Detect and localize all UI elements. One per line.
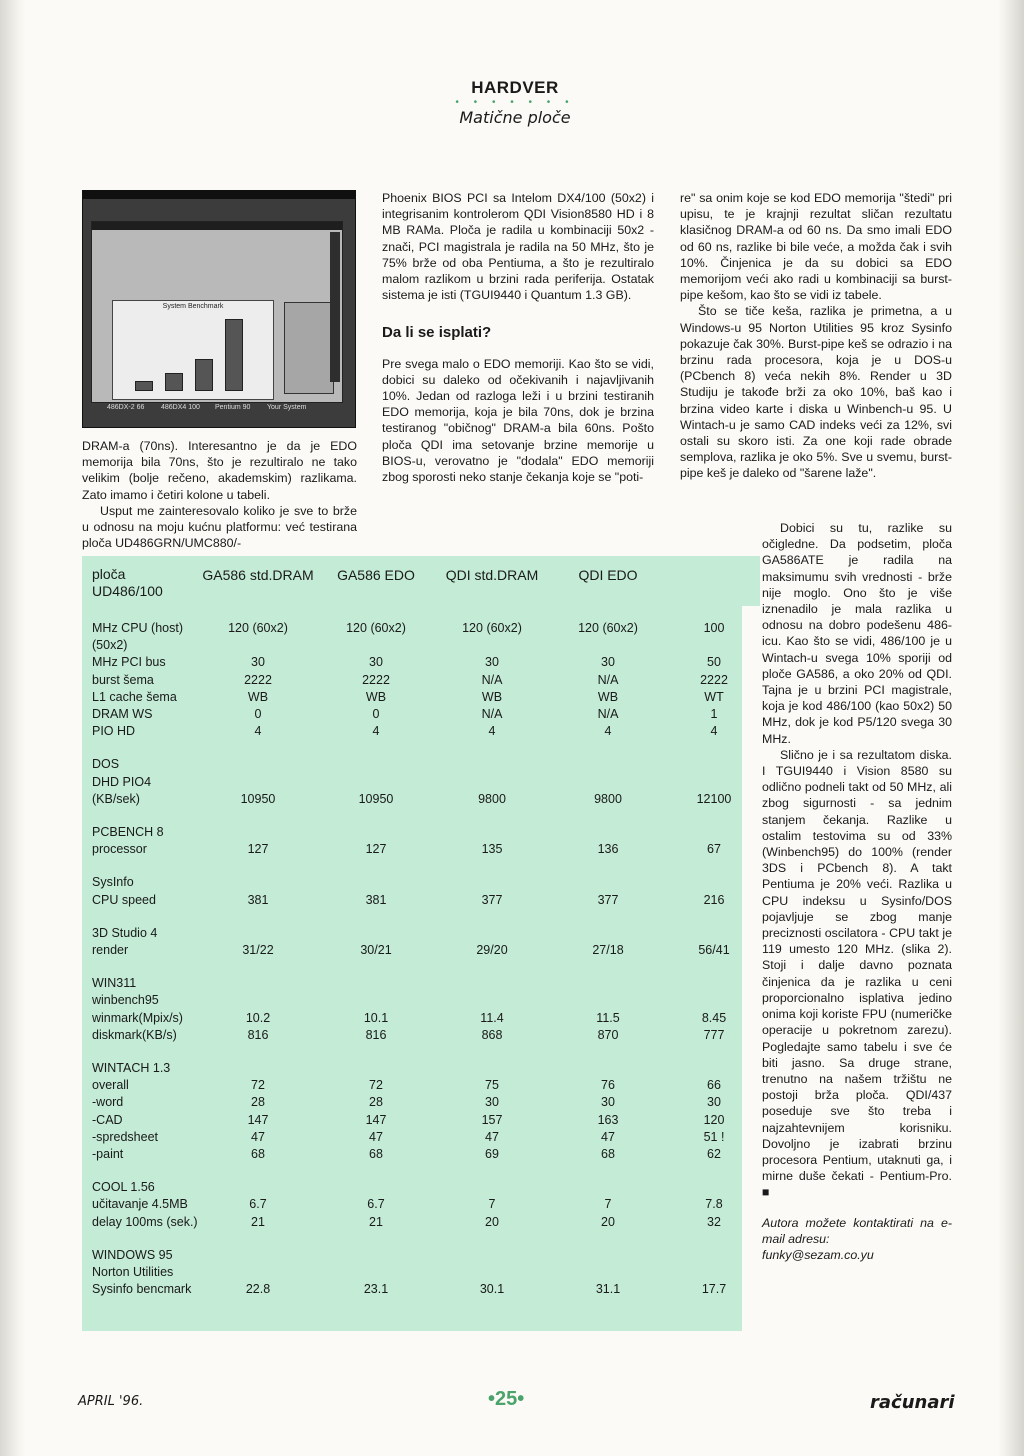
table-cell: 20 <box>485 1214 499 1229</box>
paragraph: Phoenix BIOS PCI sa Intelom DX4/100 (50x2) i integrisanim kontrolerom QDI Vision8580 HD i 8 MB RAMa. Ploča je radila u kombinaciji 50x2 - znači, PCI magistrala je radila na 50 MHz, što je 75% brže od oba Pentiuma, a što je rezultiralo malom razlikom u brzini rada periferija. Ostatak sistema je isti (TGUI9440 i Quantum 1.3 GB). <box>382 191 654 303</box>
section-header <box>440 78 590 127</box>
table-cell: WT <box>704 689 724 704</box>
table-cell: 7 <box>488 1197 496 1212</box>
table-cell: 870 <box>597 1027 619 1042</box>
screenshot-chart <box>112 300 274 400</box>
magazine-logo: računari <box>870 1392 955 1413</box>
table-row-label: overall <box>92 1078 129 1093</box>
table-row-label: MHz PCI bus <box>92 655 166 670</box>
table-cell: 0 <box>254 707 262 721</box>
table-row-label: delay 100ms (sek.) <box>92 1214 198 1229</box>
table-cell: 147 <box>365 1112 387 1127</box>
screenshot-window-bar <box>92 222 342 230</box>
table-cell: 31/22 <box>242 943 274 957</box>
table-cell: 22.8 <box>245 1282 271 1297</box>
table-row-label: -spredsheet <box>92 1129 159 1144</box>
table-row-label: (50x2) <box>92 638 128 653</box>
table-cell: 377 <box>597 892 619 907</box>
table-cell: 30 <box>251 655 265 670</box>
column-1 <box>82 438 357 551</box>
paragraph: re" sa onim koje se kod EDO memorija "štedi" pri upisu, te je krajnji rezultat sličan rezultatu klasičnog DRAM-a od 60 ns. Da smo imali EDO od 60 ns, razlike bi bile veće, a možda čak i svih 10%. Činjenica je da su dobici sa EDO memorijom veći ako radi u kombinaciji sa burst-pipe kešom, kao što se vidi iz tabele. <box>680 191 952 303</box>
table-cell: WB <box>247 689 269 704</box>
table-row-label: CPU speed <box>92 892 156 907</box>
table-cell: 29/20 <box>476 943 508 957</box>
table-cell: N/A <box>597 707 619 721</box>
table-cell: 68 <box>369 1147 383 1161</box>
table-cell: 30/21 <box>360 943 392 957</box>
table-cell: 7.8 <box>705 1197 723 1212</box>
table-cell: 10950 <box>358 791 394 806</box>
table-header-cell: QDI std.DRAM <box>445 567 539 583</box>
benchmark-screenshot <box>82 190 356 428</box>
section-subtitle: Matične ploče <box>459 108 571 127</box>
table-cell: 68 <box>251 1147 265 1161</box>
table-header-cell: ploča <box>92 566 126 582</box>
table-group-title: COOL 1.56 <box>92 1180 155 1195</box>
table-row-label: diskmark(KB/s) <box>92 1027 177 1042</box>
table-cell: 1 <box>710 707 718 721</box>
page-edge-shadow <box>998 0 1024 1456</box>
table-cell: 72 <box>251 1078 265 1093</box>
table-cell: 4 <box>604 724 612 739</box>
table-cell: 30 <box>601 655 615 670</box>
table-cell: 69 <box>485 1147 499 1161</box>
screenshot-bar <box>195 359 213 391</box>
table-cell: 4 <box>710 724 718 739</box>
paragraph: Usput me zainteresovalo koliko je sve to brže u odnosu na moju kućnu platformu: već testirana ploča UD486GRN/UMC880/- <box>82 503 357 551</box>
table-cell: 120 (60x2) <box>578 621 638 635</box>
screenshot-chart-title: System Benchmark <box>162 303 224 310</box>
table-cell: 816 <box>365 1027 387 1042</box>
paragraph: DRAM-a (70ns). Interesantno je da je EDO memorija bila 70ns, što je rezultiralo ne tako velikim (bolje rečeno, akademskim) razlikama. Zato imamo i četiri kolone u tabeli. <box>82 439 357 502</box>
table-cell: 47 <box>251 1129 265 1144</box>
table-cell: 30 <box>369 655 383 670</box>
table-cell: 47 <box>485 1129 499 1144</box>
table-cell: 2222 <box>362 672 390 687</box>
table-cell: 127 <box>365 842 387 857</box>
table-header-cell: GA586 EDO <box>337 567 415 583</box>
table-cell: 30 <box>485 655 499 670</box>
table-cell: WB <box>481 689 503 704</box>
table-cell: 11.5 <box>596 1010 620 1025</box>
table-row-label: MHz CPU (host) <box>92 621 183 635</box>
table-cell: 163 <box>597 1112 619 1127</box>
table-cell: 21 <box>369 1214 383 1229</box>
table-cell: 66 <box>707 1078 721 1093</box>
table-cell: 23.1 <box>363 1282 389 1297</box>
table-cell: 4 <box>372 724 380 739</box>
table-cell: WB <box>365 689 387 704</box>
screenshot-bar <box>165 373 183 391</box>
section-title: HARDVER <box>471 78 559 97</box>
table-cell: 30 <box>485 1095 499 1110</box>
table-cell: 120 (60x2) <box>462 621 522 635</box>
table-cell: 27/18 <box>592 943 624 957</box>
table-header-cell: QDI EDO <box>578 567 638 583</box>
table-cell: 51 ! <box>703 1129 725 1144</box>
table-cell: 157 <box>481 1112 503 1127</box>
table-cell: 7 <box>604 1197 612 1212</box>
screenshot-axis-label: Pentium 90 <box>215 404 251 411</box>
table-cell: 32 <box>707 1214 721 1229</box>
table-cell: 30.1 <box>479 1282 505 1297</box>
table-row-label: Norton Utilities <box>92 1265 174 1279</box>
table-cell: 12100 <box>696 791 732 806</box>
table-cell: 6.7 <box>367 1197 385 1212</box>
table-group-title: WIN311 <box>92 976 137 991</box>
table-row-label: burst šema <box>92 672 154 687</box>
table-cell: 20 <box>601 1214 615 1229</box>
table-group-title: WINTACH 1.3 <box>92 1061 171 1075</box>
screenshot-axis-label: Your System <box>267 404 307 411</box>
table-cell: 11.4 <box>480 1010 504 1025</box>
table-row-label: -word <box>92 1095 124 1110</box>
table-row-label: processor <box>92 842 147 857</box>
screenshot-scroll-strip <box>330 232 340 382</box>
table-cell: 47 <box>601 1129 615 1144</box>
table-cell: 76 <box>601 1078 615 1093</box>
table-row-label: učitavanje 4.5MB <box>92 1197 188 1212</box>
table-row-label: L1 cache šema <box>92 689 177 704</box>
table-cell: 381 <box>247 892 269 907</box>
issue-date: APRIL '96. <box>78 1394 144 1409</box>
author-email[interactable]: funky@sezam.co.yu <box>762 1247 874 1262</box>
table-cell: 381 <box>365 892 387 907</box>
table-cell: 75 <box>485 1078 499 1093</box>
table-cell: 9800 <box>478 791 506 806</box>
subheading: Da li se isplati? <box>382 324 492 342</box>
table-cell: 30 <box>601 1095 615 1110</box>
table-cell: 147 <box>247 1112 269 1127</box>
screenshot-axis-label: 486DX4 100 <box>161 404 200 411</box>
table-cell: 8.45 <box>701 1010 727 1025</box>
table-cell: 21 <box>251 1214 265 1229</box>
page-spine-shadow <box>0 0 26 1456</box>
table-cell: 67 <box>707 842 721 857</box>
table-cell: 120 (60x2) <box>346 621 406 635</box>
table-row-label: Sysinfo bencmark <box>92 1282 192 1297</box>
screenshot-bar <box>225 319 243 391</box>
table-cell: 30 <box>707 1095 721 1110</box>
section-dots: • • • • • • • <box>455 97 575 108</box>
table-cell: 868 <box>481 1027 503 1042</box>
table-row-label: (KB/sek) <box>92 791 140 806</box>
table-row-label: DHD PIO4 <box>92 774 152 789</box>
table-cell: 9800 <box>594 791 622 806</box>
table-cell: 816 <box>247 1027 269 1042</box>
table-cell: 68 <box>601 1147 615 1161</box>
table-cell: 17.7 <box>701 1282 727 1297</box>
table-row-label: winbench95 <box>92 993 159 1008</box>
table-row-label: -CAD <box>92 1112 123 1127</box>
screenshot-bar <box>135 381 153 391</box>
paragraph: Slično je i sa rezultatom diska. I TGUI9440 i Vision 8580 su odlično podneli takt od 50 MHz, ali zbog sigurnosti - sa jednim stanjem čekanja. Razlike u ostalim testovima su od 33% (Winbench95) do 100% (render 3DS i PCbench 8). A takt Pentiuma je 20% veći. Razlika u CPU indeksu u Sysinfo/DOS pojavljuje se zbog manje preciznosti oscilatora - CPU takt je 119 umesto 120 MHz. (slika 2). Stoji i dalje davno poznata činjenica da je razlika u ceni proporcionalno isplativa jedino onima koji koriste FPU (numeričke operacije u pokretnom zarezu). Pogledajte samo tabelu i sve će biti jasno. Sa druge strane, trenutno na našem tržištu ne postoji brža ploča. QDI/437 poseduje sve što treba i najzahtevnijem korisniku. Dovoljno je izabrati brzinu procesora Pentium, utaknuti ga, i mirne duše čekati - Pentium-Pro. ■ <box>762 747 952 1200</box>
table-cell: 50 <box>707 655 721 670</box>
screenshot-window <box>91 221 343 403</box>
table-row-label: PIO HD <box>92 724 136 739</box>
table-cell: 28 <box>369 1095 383 1110</box>
table-row-label: winmark(Mpix/s) <box>92 1010 183 1025</box>
table-cell: 120 <box>703 1112 725 1127</box>
table-header-cell: UD486/100 <box>92 583 163 599</box>
table-cell: 4 <box>254 724 262 739</box>
paragraph: Pre svega malo o EDO memoriji. Kao što se vidi, dobici su daleko od očekivanih i najavljivanih 10%. Jedan od razloga leži i u brzini testiranih EDO memorija, koja je bila 70ns, dok je brzina testiranog "običnog" DRAM-a bila 60ns. Pošto ploča QDI ima setovanje brzine memorije u BIOS-u, verovatno je "dodala" EDO memoriji zbog sporosti neko stanje čekanja koje se "poti- <box>382 356 654 485</box>
table-group-title: SysInfo <box>92 875 134 890</box>
table-group-title: WINDOWS 95 <box>92 1247 173 1262</box>
column-2 <box>382 190 654 485</box>
table-cell: N/A <box>481 672 503 687</box>
table-cell: 10.1 <box>363 1010 389 1025</box>
paragraph: Što se tiče keša, razlika je primetna, a u Windows-u 95 Norton Utilities 95 kroz Sysinfo pokazuje čak 30%. Burst-pipe keš se odrazio i na brzinu rada procesora, koja je u DOS-u (PCbench 8) veća nekih 8%. Render u 3D Studiju je takođe brži za oko 10%, baš kao i brzina video karte i diska u Winbench-u 95. U Wintach-u je samo CAD indeks veći za 12%, svi ostali su skoro isti. Za one koji rade obrade semplova, razlika je oko 5%. Sve u svemu, burst-pipe keš je daleko od "šarene laže". <box>680 304 952 481</box>
author-contact: Autora možete kontaktirati na e-mail adresu: <box>762 1215 952 1246</box>
table-cell: 2222 <box>700 672 728 687</box>
table-cell: 28 <box>251 1095 265 1110</box>
table-cell: 120 (60x2) <box>228 621 288 635</box>
table-cell: 72 <box>369 1078 383 1093</box>
table-cell: 6.7 <box>249 1197 267 1212</box>
column-3-narrow <box>762 520 952 1263</box>
benchmark-table-extension <box>742 556 760 606</box>
table-cell: 10950 <box>240 791 276 806</box>
table-group-title: 3D Studio 4 <box>92 925 158 940</box>
table-cell: 31.1 <box>595 1282 621 1297</box>
table-cell: 136 <box>597 842 619 857</box>
table-cell: 377 <box>481 892 503 907</box>
table-group-title: PCBENCH 8 <box>92 825 164 839</box>
table-cell: 127 <box>247 842 269 857</box>
table-cell: 62 <box>707 1147 721 1161</box>
table-cell: WB <box>597 689 619 704</box>
table-cell: 56/41 <box>698 943 730 957</box>
screenshot-axis-label: 486DX-2 66 <box>107 404 145 411</box>
table-cell: 10.2 <box>245 1010 271 1025</box>
screenshot-titlebar <box>83 191 355 199</box>
screenshot-side-panel <box>284 302 334 394</box>
paragraph: Dobici su tu, razlike su očigledne. Da podsetim, ploča GA586ATE je radila na maksimumu svih vrednosti - brže nije moglo. Ono što je više iznenadilo je mala razlika u odnosu na dobro podešenu 486-icu. Kao što se vidi, 486/100 je u Wintach-u svega 10% sporiji od ploče GA586, a oko 20% od QDI. Tajna je u brzini PCI magistrale, koja je kod 486/100 (kao 50x2) 50 MHz, dok je kod P5/120 svega 30 MHz. <box>762 521 952 746</box>
page-number: •25• <box>488 1388 525 1410</box>
table-cell: N/A <box>481 707 503 721</box>
table-cell: 4 <box>488 724 496 739</box>
table-cell: 216 <box>703 892 725 907</box>
table-row-label: render <box>92 943 129 957</box>
table-cell: 0 <box>372 707 380 721</box>
table-cell: N/A <box>597 672 619 687</box>
column-3-top <box>680 190 952 482</box>
table-cell: 777 <box>703 1027 725 1042</box>
table-header-cell: GA586 std.DRAM <box>202 567 314 583</box>
table-cell: 47 <box>369 1129 383 1144</box>
table-cell: 100 <box>703 621 725 635</box>
table-cell: 135 <box>481 842 503 857</box>
table-group-title: DOS <box>92 757 120 772</box>
table-cell: 2222 <box>244 672 272 687</box>
table-row-label: -paint <box>92 1147 124 1161</box>
table-row-label: DRAM WS <box>92 707 153 721</box>
